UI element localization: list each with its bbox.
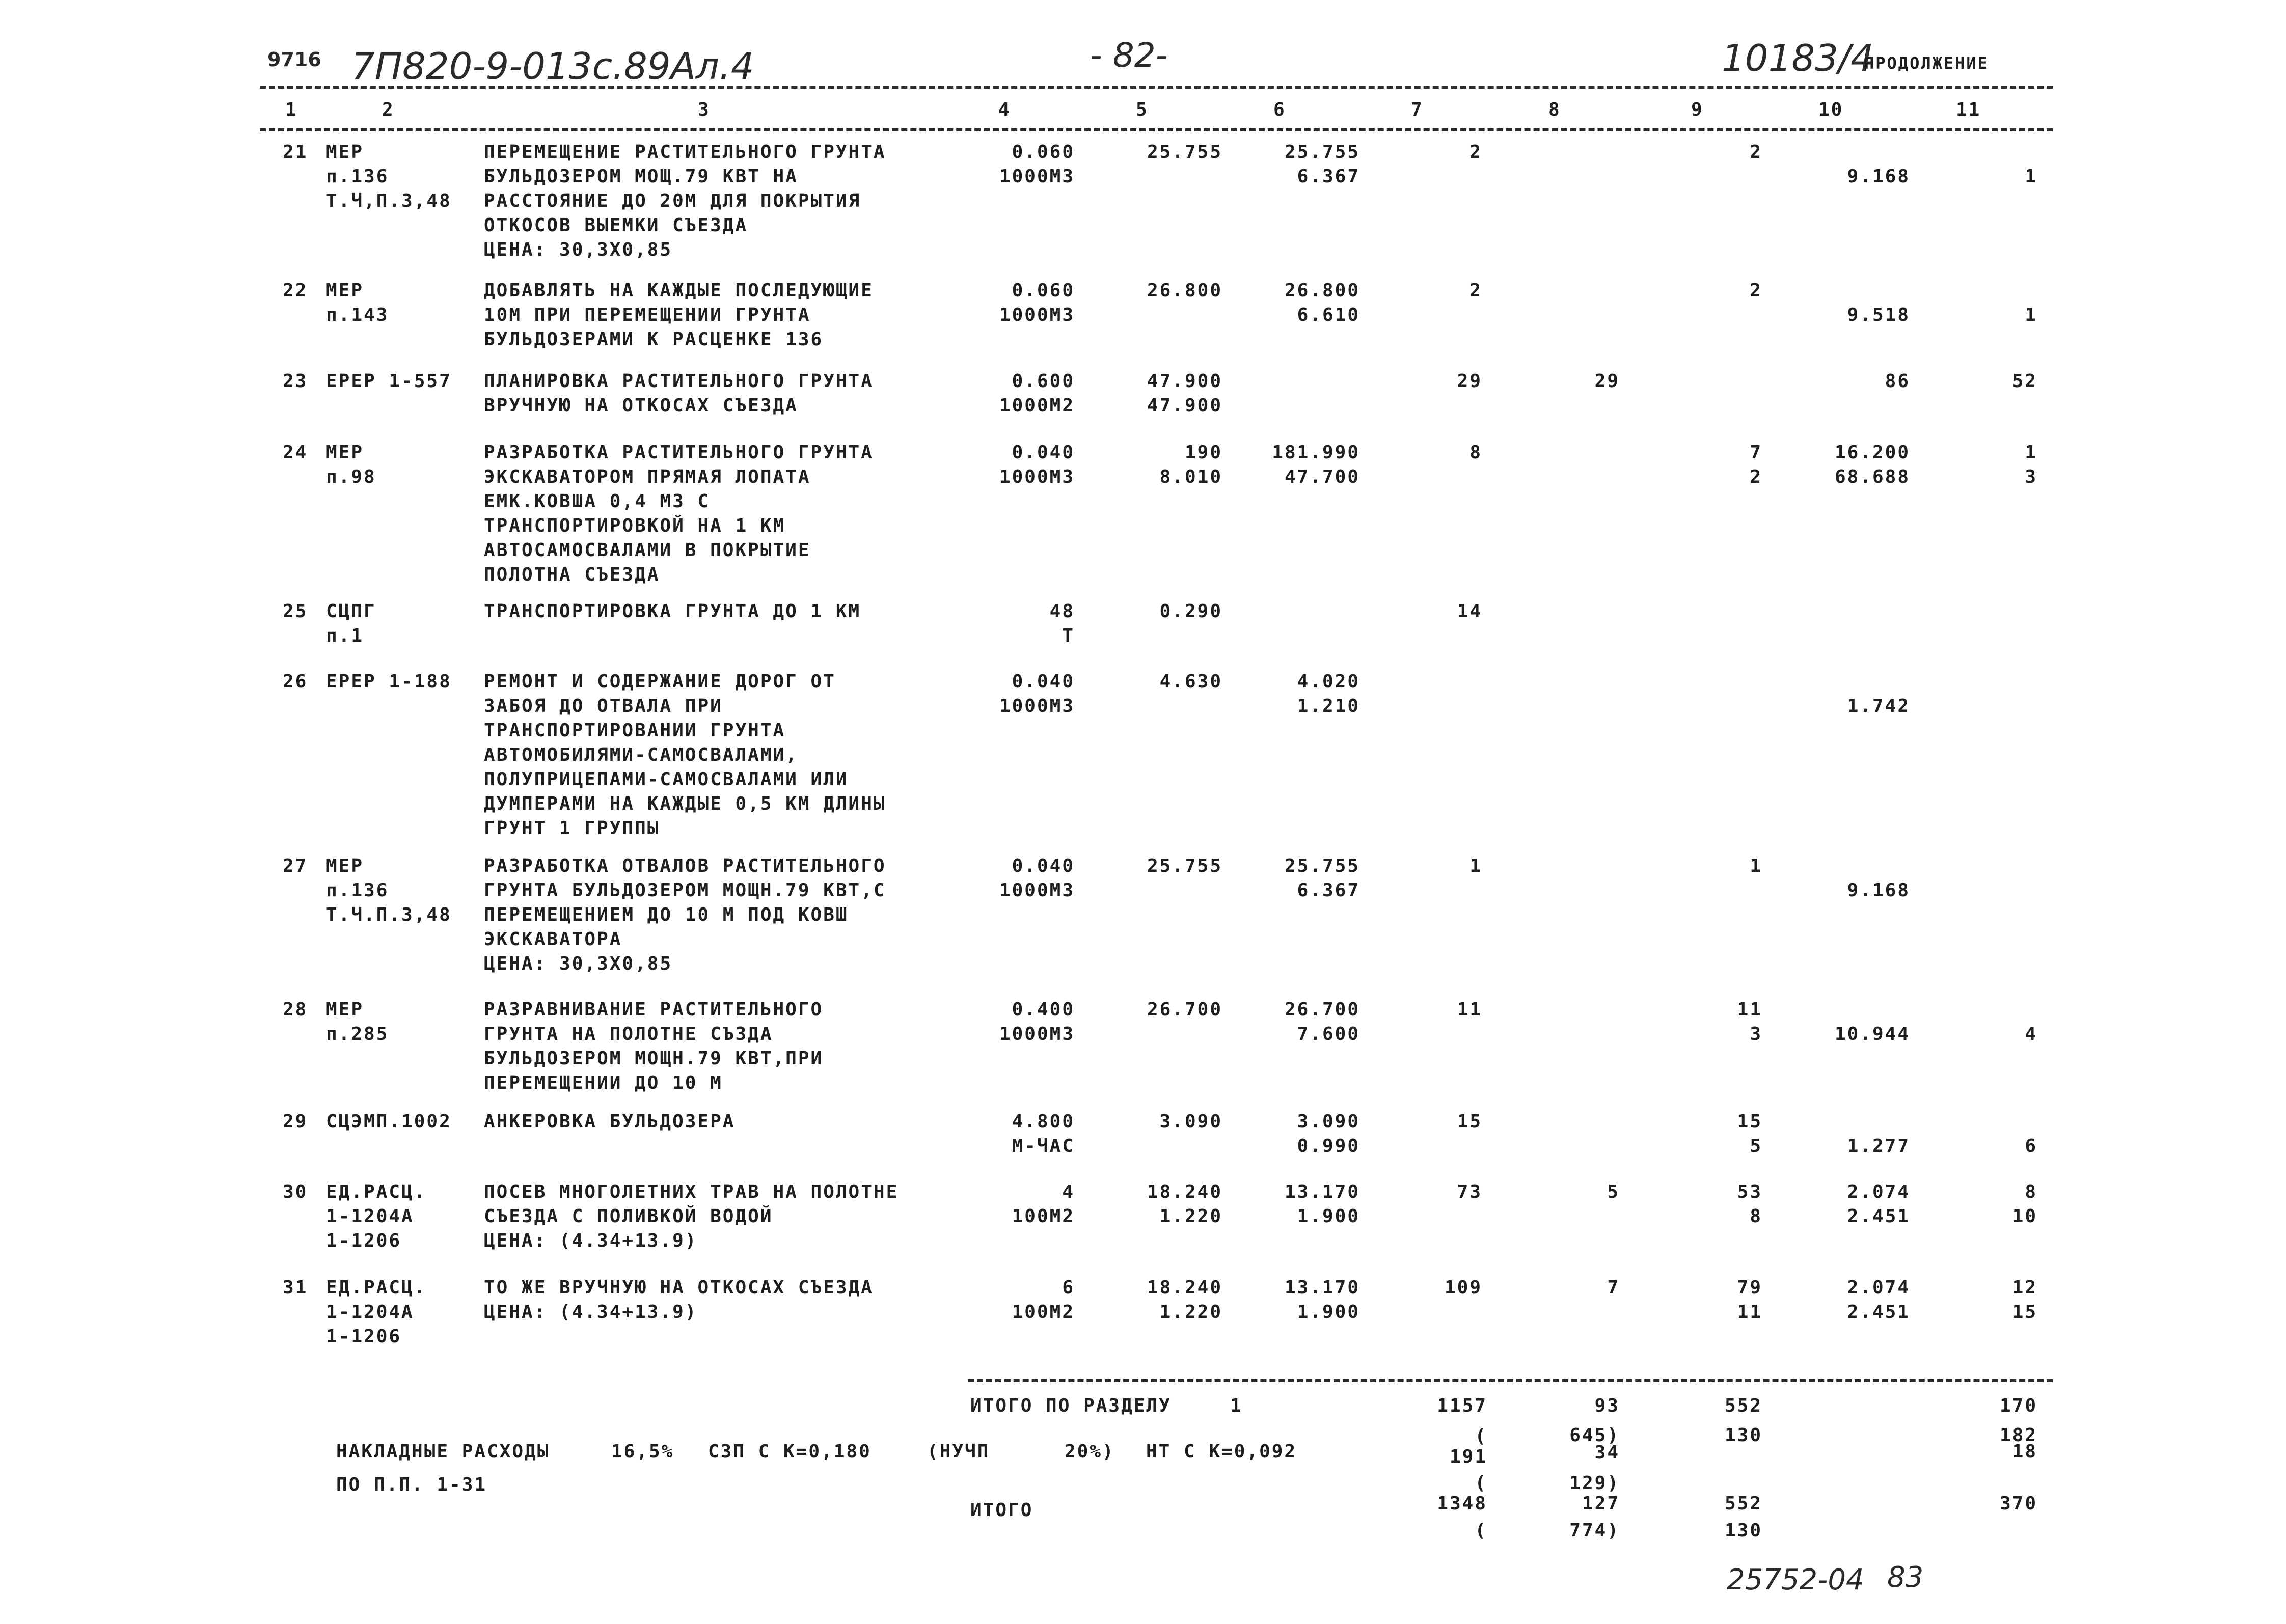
- row-description: РАЗРАВНИВАНИЕ РАСТИТЕЛЬНОГО: [484, 999, 824, 1020]
- row-c6-value: 25.755: [1284, 142, 1360, 162]
- row-c6-value: 47.700: [1284, 466, 1360, 487]
- row-description: ЦЕНА: (4.34+13.9): [484, 1230, 698, 1251]
- column-header-7: 7: [1411, 99, 1424, 120]
- column-header-3: 3: [698, 99, 711, 120]
- row-reference: Т.Ч,П.3,48: [326, 190, 452, 211]
- row-description: ОТКОСОВ ВЫЕМКИ СЪЕЗДА: [484, 215, 748, 236]
- row-c9-value: 2: [1750, 466, 1762, 487]
- row-description: ТРАНСПОРТИРОВАНИИ ГРУНТА: [484, 720, 786, 741]
- row-reference: п.285: [326, 1024, 389, 1044]
- row-c5-value: 18.240: [1147, 1277, 1222, 1298]
- row-c6-value: 181.990: [1272, 442, 1360, 463]
- document-number: 10183/4: [1722, 37, 1874, 79]
- row-c7-value: 2: [1469, 280, 1482, 301]
- row-reference: п.98: [326, 466, 376, 487]
- row-c6-value: 13.170: [1284, 1277, 1360, 1298]
- row-number: 24: [283, 442, 308, 463]
- row-number: 21: [283, 142, 308, 162]
- row-reference: 1-1204А: [326, 1206, 414, 1227]
- overhead-col8: 34: [1594, 1442, 1620, 1463]
- row-reference: Т.Ч.П.3,48: [326, 904, 452, 925]
- column-header-5: 5: [1136, 99, 1149, 120]
- row-c11-value: 8: [2025, 1181, 2037, 1202]
- row-c4-value: 0.600: [1012, 371, 1075, 392]
- row-description: ДУМПЕРАМИ НА КАЖДЫЕ 0,5 КМ ДЛИНЫ: [484, 793, 886, 814]
- row-description: ЭКСКАВАТОРА: [484, 929, 622, 950]
- column-header-11: 11: [1956, 99, 1981, 120]
- row-c5-value: 18.240: [1147, 1181, 1222, 1202]
- header-rule-top: [260, 86, 2053, 89]
- overhead-percent: 16,5%: [611, 1441, 674, 1462]
- row-number: 28: [283, 999, 308, 1020]
- row-c4-value: 1000М3: [999, 305, 1075, 325]
- row-c6-value: 13.170: [1284, 1181, 1360, 1202]
- section-total-col7: 1157: [1437, 1395, 1487, 1416]
- row-c7-value: 2: [1469, 142, 1482, 162]
- row-description: ПОЛОТНА СЪЕЗДА: [484, 564, 660, 585]
- row-c10-value: 1.277: [1847, 1136, 1910, 1157]
- row-c10-value: 9.168: [1847, 880, 1910, 901]
- row-c10-value: 2.074: [1847, 1277, 1910, 1298]
- row-description: ВРУЧНУЮ НА ОТКОСАХ СЪЕЗДА: [484, 395, 798, 416]
- row-reference: п.136: [326, 166, 389, 187]
- row-c9-value: 1: [1750, 856, 1762, 876]
- overhead-scope: ПО П.П. 1-31: [336, 1474, 487, 1495]
- row-description: ТРАНСПОРТИРОВКА ГРУНТА ДО 1 КМ: [484, 601, 861, 622]
- row-c6-value: 3.090: [1297, 1111, 1360, 1132]
- row-c11-value: 4: [2025, 1024, 2037, 1044]
- overhead-nuchp: (НУЧП: [927, 1441, 990, 1462]
- row-description: ПЛАНИРОВКА РАСТИТЕЛЬНОГО ГРУНТА: [484, 371, 874, 392]
- column-header-8: 8: [1548, 99, 1561, 120]
- row-number: 22: [283, 280, 308, 301]
- row-reference: МЕР: [326, 999, 364, 1020]
- row-c6-value: 4.020: [1297, 671, 1360, 692]
- overhead-col7-paren: (: [1475, 1426, 1487, 1447]
- row-number: 26: [283, 671, 308, 692]
- footer-page-number: 83: [1887, 1561, 1924, 1594]
- row-c5-value: 4.630: [1159, 671, 1222, 692]
- row-description: ТО ЖЕ ВРУЧНУЮ НА ОТКОСАХ СЪЕЗДА: [484, 1277, 874, 1298]
- row-c7-value: 73: [1457, 1181, 1482, 1202]
- overhead-col8-paren-2: 129): [1569, 1473, 1620, 1494]
- row-c8-value: 5: [1607, 1181, 1620, 1202]
- total-label: ИТОГО: [970, 1500, 1033, 1521]
- row-description: БУЛЬДОЗЕРОМ МОЩН.79 КВТ,ПРИ: [484, 1048, 824, 1069]
- row-c4-value: 6: [1062, 1277, 1075, 1298]
- row-description: ЦЕНА: 30,3Х0,85: [484, 953, 673, 974]
- row-description: ПОЛУПРИЦЕПАМИ-САМОСВАЛАМИ ИЛИ: [484, 769, 849, 790]
- row-reference: ЕД.РАСЦ.: [326, 1277, 427, 1298]
- row-description: АНКЕРОВКА БУЛЬДОЗЕРА: [484, 1111, 736, 1132]
- row-number: 27: [283, 856, 308, 876]
- row-c10-value: 16.200: [1834, 442, 1910, 463]
- row-c10-value: 2.074: [1847, 1181, 1910, 1202]
- row-c6-value: 0.990: [1297, 1136, 1360, 1157]
- row-c10-value: 2.451: [1847, 1302, 1910, 1323]
- row-c6-value: 1.900: [1297, 1302, 1360, 1323]
- row-description: РАЗРАБОТКА ОТВАЛОВ РАСТИТЕЛЬНОГО: [484, 856, 886, 876]
- row-c9-value: 2: [1750, 280, 1762, 301]
- overhead-nuchp-percent: 20%): [1065, 1441, 1115, 1462]
- row-description: РАЗРАБОТКА РАСТИТЕЛЬНОГО ГРУНТА: [484, 442, 874, 463]
- row-number: 23: [283, 371, 308, 392]
- row-description: ЭКСКАВАТОРОМ ПРЯМАЯ ЛОПАТА: [484, 466, 811, 487]
- row-number: 31: [283, 1277, 308, 1298]
- row-c8-value: 29: [1594, 371, 1620, 392]
- row-c11-value: 1: [2025, 442, 2037, 463]
- section-total-col11: 170: [1999, 1395, 2037, 1416]
- row-c4-value: 0.060: [1012, 142, 1075, 162]
- row-reference: п.136: [326, 880, 389, 901]
- row-c4-value: 1000М3: [999, 466, 1075, 487]
- row-c4-value: Т: [1062, 625, 1075, 646]
- row-description: ГРУНТ 1 ГРУППЫ: [484, 818, 660, 839]
- total-col7-paren-top: (: [1475, 1473, 1487, 1494]
- row-reference: ЕРЕР 1-188: [326, 671, 452, 692]
- row-c4-value: 1000М3: [999, 166, 1075, 187]
- row-c11-value: 6: [2025, 1136, 2037, 1157]
- row-c4-value: 4: [1062, 1181, 1075, 1202]
- row-reference: 1-1204А: [326, 1302, 414, 1323]
- overhead-col8-paren: 645): [1569, 1425, 1620, 1446]
- row-c7-value: 1: [1469, 856, 1482, 876]
- row-c6-value: 7.600: [1297, 1024, 1360, 1044]
- row-c9-value: 79: [1737, 1277, 1762, 1298]
- row-number: 30: [283, 1181, 308, 1202]
- row-c9-value: 53: [1737, 1181, 1762, 1202]
- overhead-szp: СЗП С К=0,180: [708, 1441, 872, 1462]
- row-reference: ЕД.РАСЦ.: [326, 1181, 427, 1202]
- row-description: АВТОМОБИЛЯМИ-САМОСВАЛАМИ,: [484, 745, 798, 765]
- column-header-2: 2: [382, 99, 395, 120]
- row-c5-value: 47.900: [1147, 371, 1222, 392]
- total-col7: 1348: [1437, 1493, 1487, 1514]
- row-c5-value: 26.800: [1147, 280, 1222, 301]
- row-c5-value: 1.220: [1159, 1206, 1222, 1227]
- row-reference: МЕР: [326, 280, 364, 301]
- document-code: 7П820-9-013с.89Ал.4: [351, 45, 754, 88]
- row-c5-value: 25.755: [1147, 856, 1222, 876]
- row-c6-value: 26.700: [1284, 999, 1360, 1020]
- row-description: СЪЕЗДА С ПОЛИВКОЙ ВОДОЙ: [484, 1206, 773, 1227]
- row-c11-value: 10: [2012, 1206, 2037, 1227]
- row-description: ДОБАВЛЯТЬ НА КАЖДЫЕ ПОСЛЕДУЮЩИЕ: [484, 280, 874, 301]
- row-c4-value: 0.060: [1012, 280, 1075, 301]
- row-c9-value: 11: [1737, 999, 1762, 1020]
- row-c4-value: 0.040: [1012, 671, 1075, 692]
- row-description: РЕМОНТ И СОДЕРЖАНИЕ ДОРОГ ОТ: [484, 671, 836, 692]
- row-c9-value: 8: [1750, 1206, 1762, 1227]
- row-c6-value: 6.610: [1297, 305, 1360, 325]
- column-header-1: 1: [285, 99, 298, 120]
- overhead-col9: 130: [1724, 1425, 1762, 1446]
- row-reference: 1-1206: [326, 1230, 402, 1251]
- row-description: БУЛЬДОЗЕРАМИ К РАСЦЕНКЕ 136: [484, 329, 824, 350]
- overhead-col11-b: 18: [2012, 1441, 2037, 1462]
- total-col8: 127: [1582, 1493, 1620, 1514]
- column-header-9: 9: [1691, 99, 1704, 120]
- row-reference: п.1: [326, 625, 364, 646]
- row-c4-value: 4.800: [1012, 1111, 1075, 1132]
- archive-code: 9716: [267, 48, 321, 71]
- row-c5-value: 1.220: [1159, 1302, 1222, 1323]
- row-c9-value: 7: [1750, 442, 1762, 463]
- row-description: ГРУНТА БУЛЬДОЗЕРОМ МОЩН.79 КВТ,С: [484, 880, 886, 901]
- row-c5-value: 26.700: [1147, 999, 1222, 1020]
- row-c7-value: 14: [1457, 601, 1482, 622]
- row-c11-value: 52: [2012, 371, 2037, 392]
- row-c7-value: 109: [1444, 1277, 1482, 1298]
- row-c5-value: 8.010: [1159, 466, 1222, 487]
- row-c4-value: 1000М3: [999, 696, 1075, 717]
- row-c10-value: 2.451: [1847, 1206, 1910, 1227]
- total-col9-b: 130: [1724, 1520, 1762, 1541]
- row-c5-value: 190: [1184, 442, 1222, 463]
- column-header-6: 6: [1273, 99, 1286, 120]
- footer-stamp: 25752-04: [1727, 1563, 1864, 1597]
- page-marker: - 82-: [1090, 36, 1168, 75]
- row-reference: ЕРЕР 1-557: [326, 371, 452, 392]
- row-c9-value: 11: [1737, 1302, 1762, 1323]
- row-description: ЕМК.КОВША 0,4 М3 С: [484, 491, 711, 512]
- row-c4-value: 100М2: [1012, 1206, 1075, 1227]
- row-c6-value: 25.755: [1284, 856, 1360, 876]
- row-c6-value: 6.367: [1297, 880, 1360, 901]
- row-c10-value: 1.742: [1847, 696, 1910, 717]
- row-c4-value: 0.040: [1012, 856, 1075, 876]
- row-c11-value: 3: [2025, 466, 2037, 487]
- row-c10-value: 86: [1885, 371, 1910, 392]
- row-c11-value: 15: [2012, 1302, 2037, 1323]
- row-c5-value: 3.090: [1159, 1111, 1222, 1132]
- row-c6-value: 26.800: [1284, 280, 1360, 301]
- summary-rule: [968, 1379, 2053, 1382]
- row-c9-value: 3: [1750, 1024, 1762, 1044]
- row-c7-value: 29: [1457, 371, 1482, 392]
- row-c4-value: 0.040: [1012, 442, 1075, 463]
- total-col8-paren: 774): [1569, 1520, 1620, 1541]
- continuation-label: ПРОДОЛЖЕНИЕ: [1864, 53, 1989, 73]
- row-c11-value: 1: [2025, 305, 2037, 325]
- row-reference: п.143: [326, 305, 389, 325]
- overhead-col7: 191: [1449, 1446, 1487, 1467]
- overhead-col11-a: 182: [1999, 1425, 2037, 1446]
- row-reference: МЕР: [326, 142, 364, 162]
- row-c5-value: 47.900: [1147, 395, 1222, 416]
- row-c10-value: 68.688: [1834, 466, 1910, 487]
- row-description: ТРАНСПОРТИРОВКОЙ НА 1 КМ: [484, 515, 786, 536]
- overhead-nt: НТ С К=0,092: [1146, 1441, 1297, 1462]
- row-description: ЦЕНА: 30,3Х0,85: [484, 239, 673, 260]
- row-description: ГРУНТА НА ПОЛОТНЕ СЪЗДА: [484, 1024, 773, 1044]
- row-c5-value: 0.290: [1159, 601, 1222, 622]
- row-description: 10М ПРИ ПЕРЕМЕЩЕНИИ ГРУНТА: [484, 305, 811, 325]
- row-c9-value: 2: [1750, 142, 1762, 162]
- section-total-col8: 93: [1594, 1395, 1620, 1416]
- section-number: 1: [1230, 1395, 1243, 1416]
- row-c6-value: 1.900: [1297, 1206, 1360, 1227]
- row-c4-value: 1000М3: [999, 880, 1075, 901]
- row-c11-value: 12: [2012, 1277, 2037, 1298]
- row-reference: 1-1206: [326, 1326, 402, 1347]
- row-c10-value: 9.168: [1847, 166, 1910, 187]
- row-description: РАССТОЯНИЕ ДО 20М ДЛЯ ПОКРЫТИЯ: [484, 190, 861, 211]
- row-c7-value: 15: [1457, 1111, 1482, 1132]
- row-c4-value: 0.400: [1012, 999, 1075, 1020]
- total-col11: 370: [1999, 1493, 2037, 1514]
- row-number: 29: [283, 1111, 308, 1132]
- row-c4-value: 100М2: [1012, 1302, 1075, 1323]
- row-c9-value: 15: [1737, 1111, 1762, 1132]
- row-c6-value: 1.210: [1297, 696, 1360, 717]
- row-c6-value: 6.367: [1297, 166, 1360, 187]
- row-c9-value: 5: [1750, 1136, 1762, 1157]
- row-reference: СЦПГ: [326, 601, 376, 622]
- row-reference: СЦЭМП.1002: [326, 1111, 452, 1132]
- row-c11-value: 1: [2025, 166, 2037, 187]
- row-description: ЗАБОЯ ДО ОТВАЛА ПРИ: [484, 696, 723, 717]
- row-description: ПЕРЕМЕЩЕНИИ ДО 10 М: [484, 1072, 723, 1093]
- row-number: 25: [283, 601, 308, 622]
- row-description: БУЛЬДОЗЕРОМ МОЩ.79 КВТ НА: [484, 166, 798, 187]
- overhead-label: НАКЛАДНЫЕ РАСХОДЫ: [336, 1441, 550, 1462]
- header-rule-bottom: [260, 128, 2053, 131]
- row-c7-value: 11: [1457, 999, 1482, 1020]
- total-col7-paren: (: [1475, 1520, 1487, 1541]
- row-reference: МЕР: [326, 442, 364, 463]
- row-c8-value: 7: [1607, 1277, 1620, 1298]
- row-description: ПОСЕВ МНОГОЛЕТНИХ ТРАВ НА ПОЛОТНЕ: [484, 1181, 899, 1202]
- row-description: ЦЕНА: (4.34+13.9): [484, 1302, 698, 1323]
- row-c4-value: 1000М2: [999, 395, 1075, 416]
- row-c4-value: 1000М3: [999, 1024, 1075, 1044]
- row-c10-value: 9.518: [1847, 305, 1910, 325]
- row-c7-value: 8: [1469, 442, 1482, 463]
- column-header-10: 10: [1818, 99, 1844, 120]
- section-total-label: ИТОГО ПО РАЗДЕЛУ: [970, 1395, 1172, 1416]
- row-reference: МЕР: [326, 856, 364, 876]
- column-header-4: 4: [998, 99, 1011, 120]
- row-c4-value: 48: [1049, 601, 1075, 622]
- row-c4-value: М-ЧАС: [1012, 1136, 1075, 1157]
- total-col9: 552: [1724, 1493, 1762, 1514]
- row-description: АВТОСАМОСВАЛАМИ В ПОКРЫТИЕ: [484, 540, 811, 561]
- row-c5-value: 25.755: [1147, 142, 1222, 162]
- row-description: ПЕРЕМЕЩЕНИЕМ ДО 10 М ПОД КОВШ: [484, 904, 849, 925]
- row-c10-value: 10.944: [1834, 1024, 1910, 1044]
- section-total-col9: 552: [1724, 1395, 1762, 1416]
- row-description: ПЕРЕМЕЩЕНИЕ РАСТИТЕЛЬНОГО ГРУНТА: [484, 142, 886, 162]
